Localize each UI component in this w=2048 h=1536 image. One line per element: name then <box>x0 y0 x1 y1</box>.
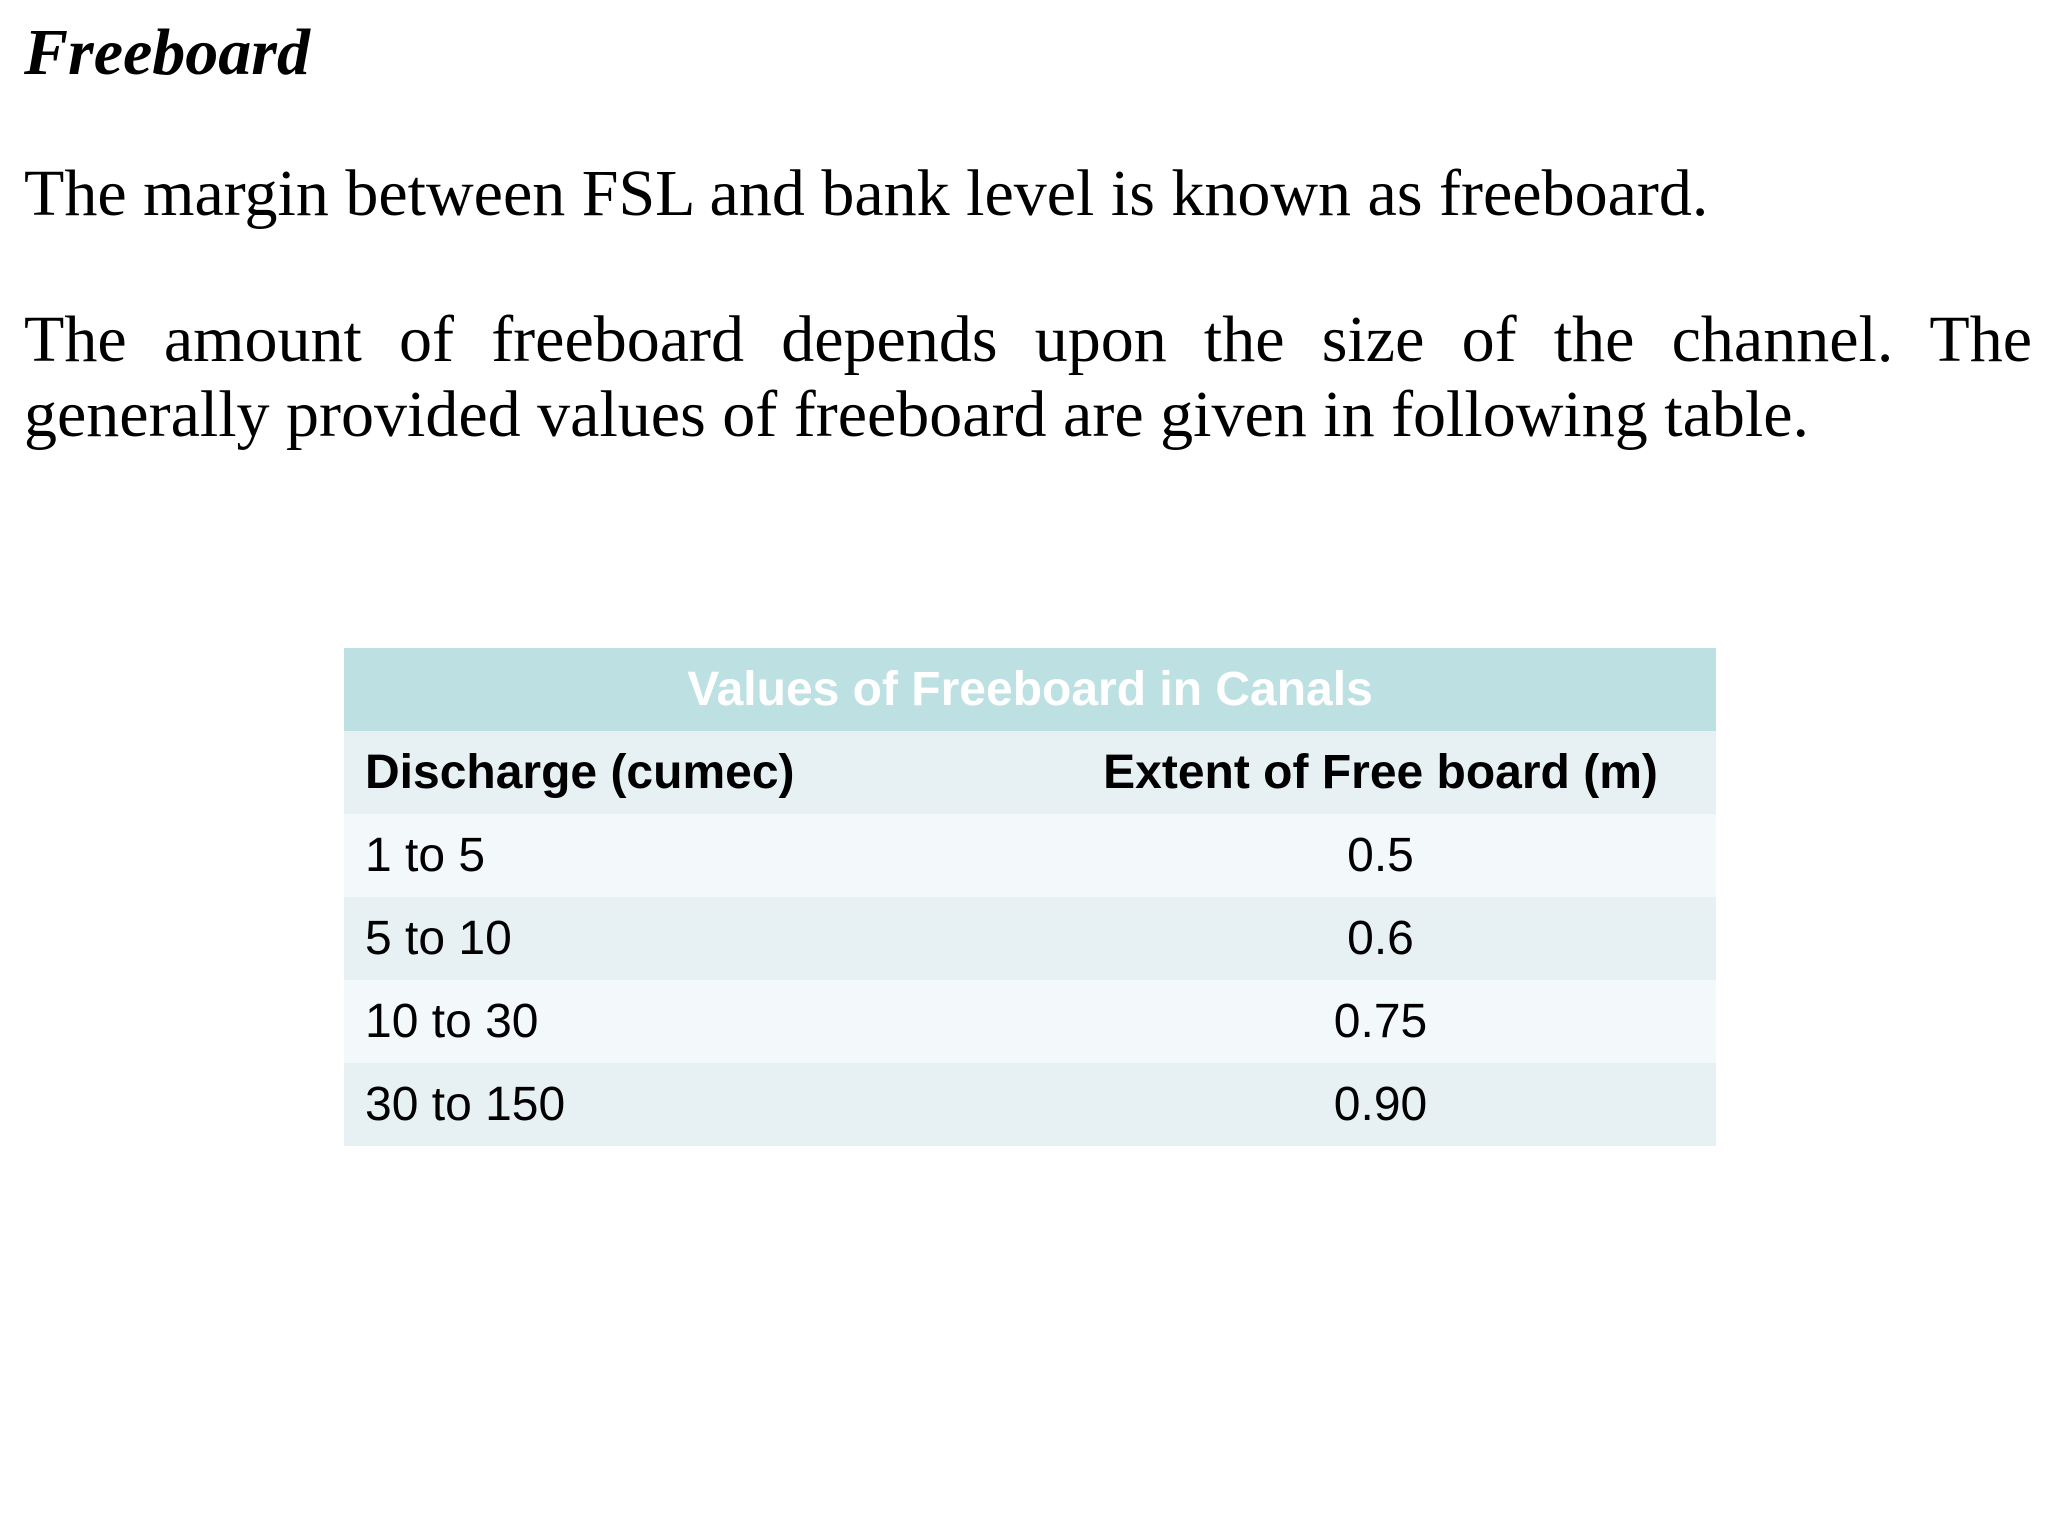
table-row <box>344 814 1716 897</box>
freeboard-cell: 0.6 <box>1045 897 1716 980</box>
discharge-cell: 1 to 5 <box>344 814 1045 897</box>
description-paragraph: The amount of freeboard depends upon the size of the channel. The generally provided values of freeboard are given in following table. <box>24 303 2032 451</box>
table-caption: Values of Freeboard in Canals <box>344 648 1716 731</box>
table-row <box>344 897 1716 980</box>
discharge-cell: 5 to 10 <box>344 897 1045 980</box>
discharge-cell: 10 to 30 <box>344 980 1045 1063</box>
freeboard-cell: 0.5 <box>1045 814 1716 897</box>
table-row <box>344 1063 1716 1146</box>
freeboard-cell: 0.90 <box>1045 1063 1716 1146</box>
table-row <box>344 980 1716 1063</box>
header-freeboard: Extent of Free board (m) <box>1045 731 1716 814</box>
discharge-cell: 30 to 150 <box>344 1063 1045 1146</box>
freeboard-cell: 0.75 <box>1045 980 1716 1063</box>
definition-paragraph: The margin between FSL and bank level is known as freeboard. <box>24 157 1709 230</box>
section-heading: Freeboard <box>24 16 310 89</box>
table-header-row <box>344 731 1716 814</box>
freeboard-table <box>344 648 1716 1146</box>
table-caption-row <box>344 648 1716 731</box>
header-discharge: Discharge (cumec) <box>344 731 1045 814</box>
